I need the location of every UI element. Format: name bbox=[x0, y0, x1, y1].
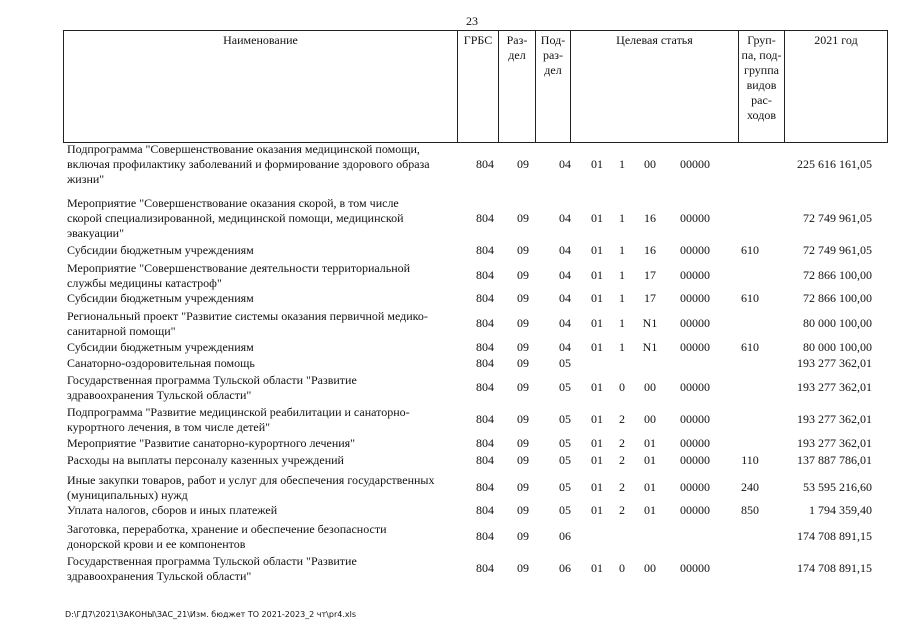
cell-rz: 09 bbox=[517, 157, 529, 171]
cell-amount: 193 277 362,01 bbox=[797, 380, 872, 394]
cell-rz: 09 bbox=[517, 356, 529, 370]
cell-rz: 09 bbox=[517, 316, 529, 330]
cell-grbs: 804 bbox=[476, 340, 494, 354]
cell-rz: 09 bbox=[517, 529, 529, 543]
cell-t2: 2 bbox=[619, 453, 625, 467]
cell-t1: 01 bbox=[591, 436, 603, 450]
cell-rz: 09 bbox=[517, 268, 529, 282]
header-group: Груп- па, под- группа видов рас- ходов bbox=[739, 31, 785, 143]
cell-t3: 01 bbox=[644, 503, 656, 517]
cell-t3: 16 bbox=[644, 243, 656, 257]
cell-rz: 09 bbox=[517, 243, 529, 257]
row-name: Мероприятие "Совершенствование оказания скорой, в том числе скорой специализированной, медицинской помощи, медицинской эвакуации" bbox=[67, 196, 404, 240]
cell-grbs: 804 bbox=[476, 380, 494, 394]
cell-t4: 00000 bbox=[680, 268, 710, 282]
cell-t2: 1 bbox=[619, 157, 625, 171]
cell-t1: 01 bbox=[591, 340, 603, 354]
cell-pr: 04 bbox=[559, 340, 571, 354]
cell-t4: 00000 bbox=[680, 340, 710, 354]
cell-t2: 2 bbox=[619, 480, 625, 494]
cell-vr: 610 bbox=[741, 243, 759, 257]
cell-t4: 00000 bbox=[680, 412, 710, 426]
row-name: Иные закупки товаров, работ и услуг для обеспечения государственных (муниципальных) нужд bbox=[67, 473, 435, 502]
cell-t3: 01 bbox=[644, 436, 656, 450]
header-year: 2021 год bbox=[785, 31, 888, 143]
cell-grbs: 804 bbox=[476, 268, 494, 282]
cell-grbs: 804 bbox=[476, 561, 494, 575]
header-podrazdel: Под- раз- дел bbox=[536, 31, 571, 143]
cell-pr: 05 bbox=[559, 412, 571, 426]
cell-t3: 01 bbox=[644, 453, 656, 467]
cell-rz: 09 bbox=[517, 436, 529, 450]
cell-amount: 53 595 216,60 bbox=[803, 480, 872, 494]
cell-t4: 00000 bbox=[680, 436, 710, 450]
cell-pr: 06 bbox=[559, 529, 571, 543]
cell-t1: 01 bbox=[591, 380, 603, 394]
row-name: Субсидии бюджетным учреждениям bbox=[67, 291, 254, 305]
cell-t2: 1 bbox=[619, 316, 625, 330]
header-name: Наименование bbox=[64, 31, 458, 143]
row-name: Уплата налогов, сборов и иных платежей bbox=[67, 503, 278, 517]
cell-t1: 01 bbox=[591, 211, 603, 225]
cell-amount: 225 616 161,05 bbox=[797, 157, 872, 171]
cell-pr: 04 bbox=[559, 291, 571, 305]
row-name: Заготовка, переработка, хранение и обеспечение безопасности донорской крови и ее компонентов bbox=[67, 522, 387, 551]
cell-grbs: 804 bbox=[476, 316, 494, 330]
cell-t1: 01 bbox=[591, 561, 603, 575]
cell-vr: 850 bbox=[741, 503, 759, 517]
cell-grbs: 804 bbox=[476, 503, 494, 517]
cell-t4: 00000 bbox=[680, 157, 710, 171]
cell-amount: 1 794 359,40 bbox=[809, 503, 872, 517]
cell-pr: 05 bbox=[559, 356, 571, 370]
cell-t2: 1 bbox=[619, 211, 625, 225]
cell-t3: 17 bbox=[644, 291, 656, 305]
cell-t4: 00000 bbox=[680, 453, 710, 467]
cell-t1: 01 bbox=[591, 503, 603, 517]
cell-t3: 00 bbox=[644, 561, 656, 575]
header-target: Целевая статья bbox=[571, 31, 739, 143]
header-grbs: ГРБС bbox=[458, 31, 499, 143]
row-name: Расходы на выплаты персоналу казенных учреждений bbox=[67, 453, 344, 467]
cell-t4: 00000 bbox=[680, 503, 710, 517]
cell-vr: 610 bbox=[741, 340, 759, 354]
cell-pr: 04 bbox=[559, 211, 571, 225]
cell-amount: 174 708 891,15 bbox=[797, 561, 872, 575]
cell-rz: 09 bbox=[517, 412, 529, 426]
cell-vr: 110 bbox=[741, 453, 759, 467]
cell-pr: 05 bbox=[559, 436, 571, 450]
cell-grbs: 804 bbox=[476, 211, 494, 225]
cell-pr: 04 bbox=[559, 268, 571, 282]
cell-t2: 0 bbox=[619, 380, 625, 394]
cell-vr: 610 bbox=[741, 291, 759, 305]
cell-t1: 01 bbox=[591, 157, 603, 171]
cell-rz: 09 bbox=[517, 211, 529, 225]
cell-pr: 05 bbox=[559, 380, 571, 394]
cell-t2: 1 bbox=[619, 291, 625, 305]
cell-t3: 00 bbox=[644, 380, 656, 394]
cell-t3: 01 bbox=[644, 480, 656, 494]
cell-rz: 09 bbox=[517, 561, 529, 575]
row-name: Субсидии бюджетным учреждениям bbox=[67, 243, 254, 257]
cell-t4: 00000 bbox=[680, 291, 710, 305]
cell-amount: 193 277 362,01 bbox=[797, 356, 872, 370]
row-name: Мероприятие "Развитие санаторно-курортного лечения" bbox=[67, 436, 356, 450]
cell-pr: 04 bbox=[559, 157, 571, 171]
file-path-footer: D:\ГД7\2021\ЗАКОНЫ\ЗАС_21\Изм. бюджет ТО 2021-2023_2 чт\pr4.xls bbox=[65, 610, 356, 619]
cell-t2: 2 bbox=[619, 503, 625, 517]
cell-vr: 240 bbox=[741, 480, 759, 494]
cell-t1: 01 bbox=[591, 243, 603, 257]
cell-grbs: 804 bbox=[476, 157, 494, 171]
row-name: Государственная программа Тульской области "Развитие здравоохранения Тульской области" bbox=[67, 554, 357, 583]
cell-t3: 17 bbox=[644, 268, 656, 282]
cell-rz: 09 bbox=[517, 453, 529, 467]
cell-grbs: 804 bbox=[476, 412, 494, 426]
row-name: Субсидии бюджетным учреждениям bbox=[67, 340, 254, 354]
cell-pr: 06 bbox=[559, 561, 571, 575]
cell-t4: 00000 bbox=[680, 316, 710, 330]
cell-t1: 01 bbox=[591, 268, 603, 282]
cell-grbs: 804 bbox=[476, 529, 494, 543]
cell-t3: N1 bbox=[642, 316, 658, 330]
row-name: Подпрограмма "Совершенствование оказания медицинской помощи, включая профилактику заболеваний и формирование здорового образа жизни" bbox=[67, 142, 430, 186]
cell-pr: 04 bbox=[559, 316, 571, 330]
cell-amount: 193 277 362,01 bbox=[797, 412, 872, 426]
row-name: Санаторно-оздоровительная помощь bbox=[67, 356, 255, 370]
cell-pr: 05 bbox=[559, 453, 571, 467]
cell-amount: 174 708 891,15 bbox=[797, 529, 872, 543]
cell-t4: 00000 bbox=[680, 480, 710, 494]
cell-pr: 05 bbox=[559, 480, 571, 494]
cell-t3: 16 bbox=[644, 211, 656, 225]
header-razdel: Раз- дел bbox=[499, 31, 536, 143]
row-name: Региональный проект "Развитие системы оказания первичной медико- санитарной помощи" bbox=[67, 309, 428, 338]
cell-amount: 72 866 100,00 bbox=[803, 268, 872, 282]
cell-t2: 2 bbox=[619, 436, 625, 450]
cell-t2: 1 bbox=[619, 243, 625, 257]
cell-pr: 04 bbox=[559, 243, 571, 257]
cell-t4: 00000 bbox=[680, 211, 710, 225]
cell-amount: 80 000 100,00 bbox=[803, 340, 872, 354]
cell-amount: 193 277 362,01 bbox=[797, 436, 872, 450]
cell-rz: 09 bbox=[517, 503, 529, 517]
cell-t2: 1 bbox=[619, 340, 625, 354]
cell-grbs: 804 bbox=[476, 453, 494, 467]
cell-t1: 01 bbox=[591, 412, 603, 426]
cell-t3: 00 bbox=[644, 412, 656, 426]
cell-pr: 05 bbox=[559, 503, 571, 517]
cell-t1: 01 bbox=[591, 453, 603, 467]
cell-grbs: 804 bbox=[476, 243, 494, 257]
cell-t2: 2 bbox=[619, 412, 625, 426]
page-number: 23 bbox=[466, 14, 478, 28]
cell-amount: 72 749 961,05 bbox=[803, 211, 872, 225]
cell-amount: 72 866 100,00 bbox=[803, 291, 872, 305]
row-name: Мероприятие "Совершенствование деятельности территориальной службы медицины катастроф" bbox=[67, 261, 411, 290]
cell-t4: 00000 bbox=[680, 561, 710, 575]
cell-t3: N1 bbox=[642, 340, 658, 354]
cell-rz: 09 bbox=[517, 291, 529, 305]
cell-t1: 01 bbox=[591, 480, 603, 494]
cell-amount: 80 000 100,00 bbox=[803, 316, 872, 330]
cell-rz: 09 bbox=[517, 380, 529, 394]
cell-rz: 09 bbox=[517, 340, 529, 354]
cell-t2: 1 bbox=[619, 268, 625, 282]
cell-rz: 09 bbox=[517, 480, 529, 494]
cell-amount: 137 887 786,01 bbox=[797, 453, 872, 467]
cell-amount: 72 749 961,05 bbox=[803, 243, 872, 257]
table-header bbox=[63, 30, 888, 143]
cell-grbs: 804 bbox=[476, 480, 494, 494]
cell-t4: 00000 bbox=[680, 243, 710, 257]
cell-grbs: 804 bbox=[476, 356, 494, 370]
cell-grbs: 804 bbox=[476, 291, 494, 305]
cell-t1: 01 bbox=[591, 291, 603, 305]
cell-t1: 01 bbox=[591, 316, 603, 330]
cell-t2: 0 bbox=[619, 561, 625, 575]
cell-t4: 00000 bbox=[680, 380, 710, 394]
cell-grbs: 804 bbox=[476, 436, 494, 450]
row-name: Государственная программа Тульской области "Развитие здравоохранения Тульской области" bbox=[67, 373, 357, 402]
cell-t3: 00 bbox=[644, 157, 656, 171]
row-name: Подпрограмма "Развитие медицинской реабилитации и санаторно- курортного лечения, в том числе детей" bbox=[67, 405, 410, 434]
